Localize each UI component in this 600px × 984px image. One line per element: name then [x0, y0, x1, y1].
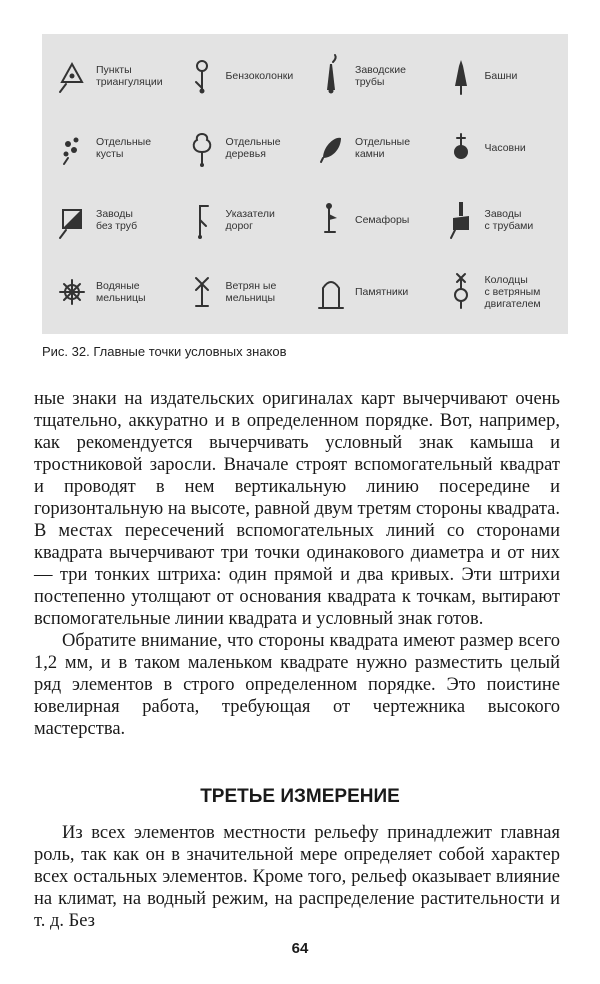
monument-icon [313, 268, 349, 316]
page-number: 64 [291, 940, 309, 957]
legend-label: Башни [484, 70, 518, 82]
legend-item [435, 112, 565, 184]
legend-item [176, 112, 306, 184]
legend-figure [42, 34, 568, 334]
figure-caption: Рис. 32. Главные точки условных знаков [42, 344, 287, 359]
legend-item [176, 256, 306, 328]
legend-item [435, 184, 565, 256]
legend-item [176, 40, 306, 112]
legend-item [176, 184, 306, 256]
wind-well-icon [443, 268, 479, 316]
stone-icon [313, 124, 349, 172]
semaphore-icon [313, 196, 349, 244]
legend-item [435, 40, 565, 112]
legend-item [46, 184, 176, 256]
paragraph: Обратите внимание, что стороны квадрата имеют размер всего 1,2 мм, и в таком маленьком квадрате нужно разместить целый ряд элементов в строго определенном порядке. Это поистине ювелирная работа, требующая от чертежника высокого мастерства. [34, 631, 560, 739]
chapel-icon [443, 124, 479, 172]
legend-label: Часовни [484, 142, 526, 154]
legend-item [305, 184, 435, 256]
legend-item [305, 112, 435, 184]
legend-label: Заводы без труб [96, 208, 138, 232]
watermill-icon [54, 268, 90, 316]
legend-label: Пункты триангуляции [96, 64, 163, 88]
legend-item [46, 112, 176, 184]
factory-chimney-icon [313, 52, 349, 100]
legend-item [305, 256, 435, 328]
paragraph: ные знаки на издательских оригиналах карт вычерчивают очень тщательно, аккуратно и в определенном порядке. Вот, например, как рекомендуется вычерчивать условный знак камыша и тростниковой заросли. Вначале строят вспомогательный квадрат и проводят в нем вертикальную линию посередине и горизонтальную на высоте, равной двум третям стороны квадрата. В местах пересечений вспомогательных линий со сторонами квадрата вычерчивают три точки одинакового диаметра и от них — три тонких штриха: один прямой и два кривых. Эти штрихи постепенно утолщают от основания квадрата к точкам, вытирают вспомогательные линии квадрата и условный знак готов. [34, 389, 560, 629]
bushes-icon [54, 124, 90, 172]
signpost-icon [184, 196, 220, 244]
legend-label: Заводские трубы [355, 64, 406, 88]
windmill-icon [184, 268, 220, 316]
tower-icon [443, 52, 479, 100]
legend-label: Отдельные камни [355, 136, 411, 160]
legend-item [46, 256, 176, 328]
tree-icon [184, 124, 220, 172]
triangulation-point-icon [54, 52, 90, 100]
legend-label: Водяные мельницы [96, 280, 146, 304]
factory-with-chimney-icon [443, 196, 479, 244]
legend-label: Отдельные кусты [96, 136, 152, 160]
factory-no-chimney-icon [54, 196, 90, 244]
body-text [34, 822, 560, 932]
legend-item [46, 40, 176, 112]
gas-station-icon [184, 52, 220, 100]
section-title: ТРЕТЬЕ ИЗМЕРЕНИЕ [200, 786, 400, 807]
paragraph: Из всех элементов местности рельефу принадлежит главная роль, так как он в значительной мере определяет собой характер всех остальных элементов. Кроме того, рельеф оказывает влияние на климат, на водный режим, на распределение растительности и т. д. Без [34, 823, 560, 931]
body-text [34, 388, 560, 740]
legend-label: Ветрян ые мельницы [225, 280, 277, 304]
legend-label: Указатели дорог [225, 208, 275, 232]
legend-item [305, 40, 435, 112]
legend-label: Бензоколонки [225, 70, 294, 82]
legend-label: Колодцы с ветряным двигателем [484, 274, 541, 310]
legend-item [435, 256, 565, 328]
legend-label: Памятники [355, 286, 409, 298]
legend-label: Семафоры [355, 214, 410, 226]
legend-label: Заводы с трубами [484, 208, 534, 232]
legend-label: Отдельные деревья [225, 136, 281, 160]
